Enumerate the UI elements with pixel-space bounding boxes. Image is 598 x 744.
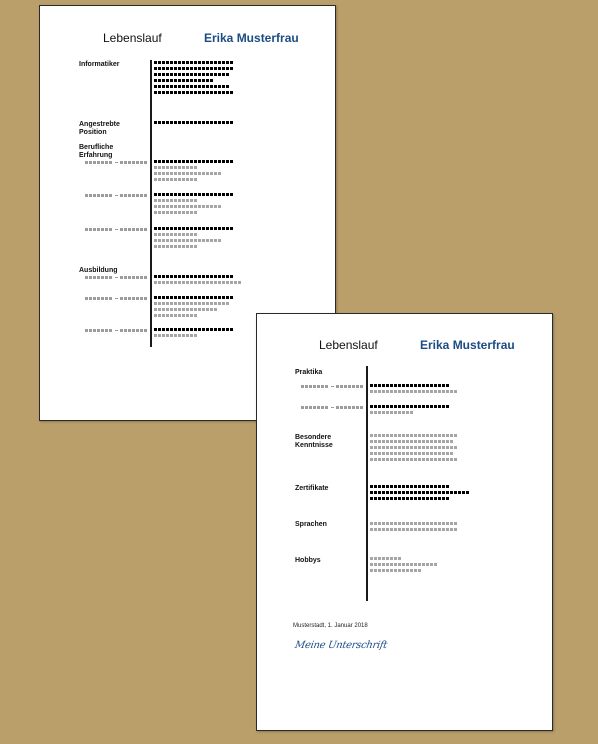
education-date-start [85,329,113,332]
experience-entry [154,160,233,184]
resume-title: Lebenslauf [103,31,162,45]
certificates-text-block [370,485,469,503]
languages-text-block [370,522,457,534]
internship-entry [370,405,449,417]
profile-text-block [154,61,233,97]
position-text-block [154,121,233,127]
resume-name: Erika Musterfrau [204,31,299,45]
education-date-end [120,297,148,300]
section-label-education: Ausbildung [79,267,118,274]
section-label-profile: Informatiker [79,61,120,68]
hobbies-text-block [370,557,437,575]
section-label-certificates: Zertifikate [295,485,329,492]
section-label-skills: Besondere Kenntnisse [295,434,333,449]
timeline-divider [366,366,368,601]
internship-date-start [301,385,329,388]
date-separator [331,407,334,408]
signature: Meine Unterschrift [294,640,388,651]
date-separator [115,298,118,299]
timeline-divider [150,60,152,347]
education-entry [154,275,241,287]
experience-date-end [120,228,148,231]
date-separator [115,229,118,230]
experience-entry [154,227,233,251]
date-separator [331,386,334,387]
resume-page-2 [256,313,553,731]
skills-text-block [370,434,457,464]
education-date-start [85,297,113,300]
date-separator [115,195,118,196]
experience-date-end [120,161,148,164]
experience-date-start [85,228,113,231]
education-date-end [120,276,148,279]
section-label-languages: Sprachen [295,521,327,528]
resume-title: Lebenslauf [319,338,378,352]
resume-name: Erika Musterfrau [420,338,515,352]
experience-date-start [85,161,113,164]
internship-entry [370,384,457,396]
education-entry [154,296,233,320]
experience-date-start [85,194,113,197]
experience-date-end [120,194,148,197]
internship-date-end [336,385,364,388]
place-date: Musterstadt, 1. Januar 2018 [293,623,368,629]
section-label-experience: Berufliche Erfahrung [79,144,114,159]
section-label-hobbies: Hobbys [295,557,321,564]
internship-date-start [301,406,329,409]
experience-entry [154,193,233,217]
internship-date-end [336,406,364,409]
date-separator [115,162,118,163]
section-label-internships: Praktika [295,369,323,376]
date-separator [115,277,118,278]
education-date-end [120,329,148,332]
section-label-position: Angestrebte Position [79,121,120,136]
education-entry [154,328,233,340]
education-date-start [85,276,113,279]
date-separator [115,330,118,331]
